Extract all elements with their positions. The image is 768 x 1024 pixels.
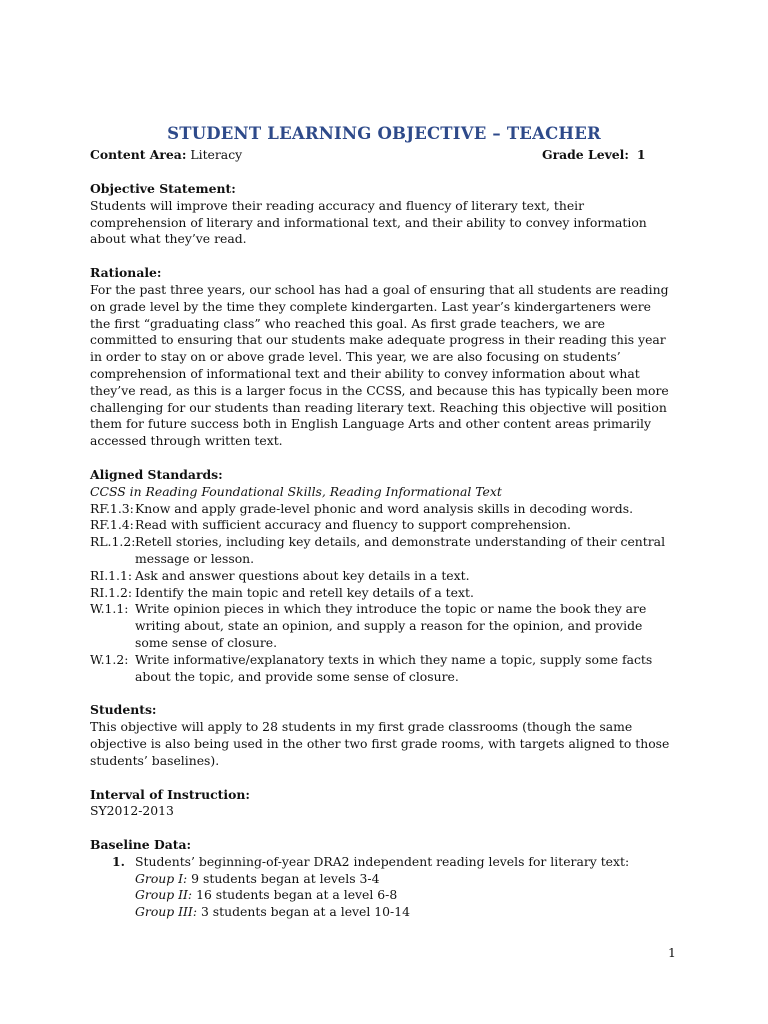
group-label: Group I: bbox=[135, 870, 188, 886]
list-number: 1. bbox=[112, 853, 125, 869]
spacer bbox=[90, 450, 675, 467]
standard-item bbox=[90, 501, 675, 518]
content-area bbox=[90, 147, 242, 164]
standard-text: Know and apply grade-level phonic and word analysis skills in decoding words. bbox=[135, 500, 634, 516]
spacer bbox=[90, 820, 675, 837]
standard-code: RF.1.4: bbox=[90, 517, 134, 533]
standard-code: RF.1.3: bbox=[90, 500, 134, 516]
baseline-group bbox=[135, 887, 675, 904]
content-area-value: Literacy bbox=[190, 147, 243, 162]
standard-text: Read with sufficient accuracy and fluency to support comprehension. bbox=[135, 517, 571, 533]
spacer bbox=[90, 164, 675, 181]
baseline-group bbox=[135, 871, 675, 888]
standard-code: RI.1.1: bbox=[90, 567, 133, 583]
students-heading: Students: bbox=[90, 702, 157, 718]
standard-item bbox=[90, 517, 675, 534]
interval-text: SY2012-2013 bbox=[90, 803, 174, 819]
group-label: Group II: bbox=[135, 887, 193, 903]
spacer bbox=[90, 685, 675, 702]
standard-item bbox=[90, 585, 675, 602]
group-label: Group III: bbox=[135, 904, 197, 920]
standard-text: Identify the main topic and retell key details of a text. bbox=[135, 584, 474, 600]
meta-row bbox=[90, 147, 675, 164]
group-text: 3 students began at a level 10-14 bbox=[200, 904, 410, 920]
baseline-list-item bbox=[90, 854, 675, 921]
standard-text: Write opinion pieces in which they introduce the topic or name the book they are writing about, state an opinion, and supply a reason for the opinion, and provide some sense of closure. bbox=[135, 601, 647, 650]
standards-subheading: CCSS in Reading Foundational Skills, Reading Informational Text bbox=[90, 483, 502, 499]
standard-item bbox=[90, 534, 675, 568]
spacer bbox=[90, 248, 675, 265]
standard-text: Retell stories, including key details, and demonstrate understanding of their central message or lesson. bbox=[135, 534, 666, 566]
group-text: 9 students began at levels 3-4 bbox=[191, 870, 380, 886]
standard-code: RL.1.2: bbox=[90, 534, 136, 550]
rationale-text: For the past three years, our school has had a goal of ensuring that all students are reading on grade level by the time they complete kindergarten. Last year’s kindergarteners were the first “graduating class” who reached this goal. As first grade teachers, we are committed to ensuring that our students make adequate progress in their reading this year in order to stay on or above grade level. This year, we are also focusing on students’ comprehension of informational text and their ability to convey information about what they’ve read, as this is a larger focus in the CCSS, and because this has typically been more challenging for our students than reading literary text. Reaching this objective will position them for future success both in English Language Arts and other content areas primarily accessed through written text. bbox=[90, 281, 669, 449]
objective-heading: Objective Statement: bbox=[90, 181, 236, 196]
rationale-heading: Rationale: bbox=[90, 265, 162, 281]
standard-item bbox=[90, 601, 675, 651]
standard-code: W.1.2: bbox=[90, 651, 129, 667]
standard-code: RI.1.2: bbox=[90, 584, 133, 600]
objective-text: Students will improve their reading accuracy and fluency of literary text, their comprehension of literary and informational text, and their ability to convey information about what they’ve read. bbox=[90, 197, 647, 247]
group-text: 16 students began at a level 6-8 bbox=[196, 887, 398, 903]
students-text: This objective will apply to 28 students in my first grade classrooms (though the same objective is also being used in the other two first grade rooms, with targets aligned to those students’ baselines). bbox=[90, 719, 670, 768]
spacer bbox=[90, 770, 675, 787]
standard-text: Write informative/explanatory texts in which they name a topic, supply some facts about the topic, and provide some sense of closure. bbox=[135, 651, 653, 684]
page-number: 1 bbox=[668, 945, 676, 960]
document-title: STUDENT LEARNING OBJECTIVE – TEACHER bbox=[167, 124, 601, 143]
baseline-item-text: Students’ beginning-of-year DRA2 independent reading levels for literary text: bbox=[135, 853, 630, 869]
baseline-heading: Baseline Data: bbox=[90, 837, 192, 853]
grade-level-label: Grade Level: bbox=[542, 147, 629, 162]
grade-level bbox=[542, 147, 645, 164]
interval-heading: Interval of Instruction: bbox=[90, 786, 250, 802]
document-body bbox=[90, 147, 675, 921]
standard-item bbox=[90, 652, 675, 686]
standard-text: Ask and answer questions about key details in a text. bbox=[135, 567, 470, 583]
baseline-group bbox=[135, 904, 675, 921]
standard-code: W.1.1: bbox=[90, 601, 129, 617]
standards-heading: Aligned Standards: bbox=[90, 466, 223, 482]
content-area-label: Content Area: bbox=[90, 147, 187, 162]
grade-level-value: 1 bbox=[636, 147, 646, 162]
standard-item bbox=[90, 568, 675, 585]
